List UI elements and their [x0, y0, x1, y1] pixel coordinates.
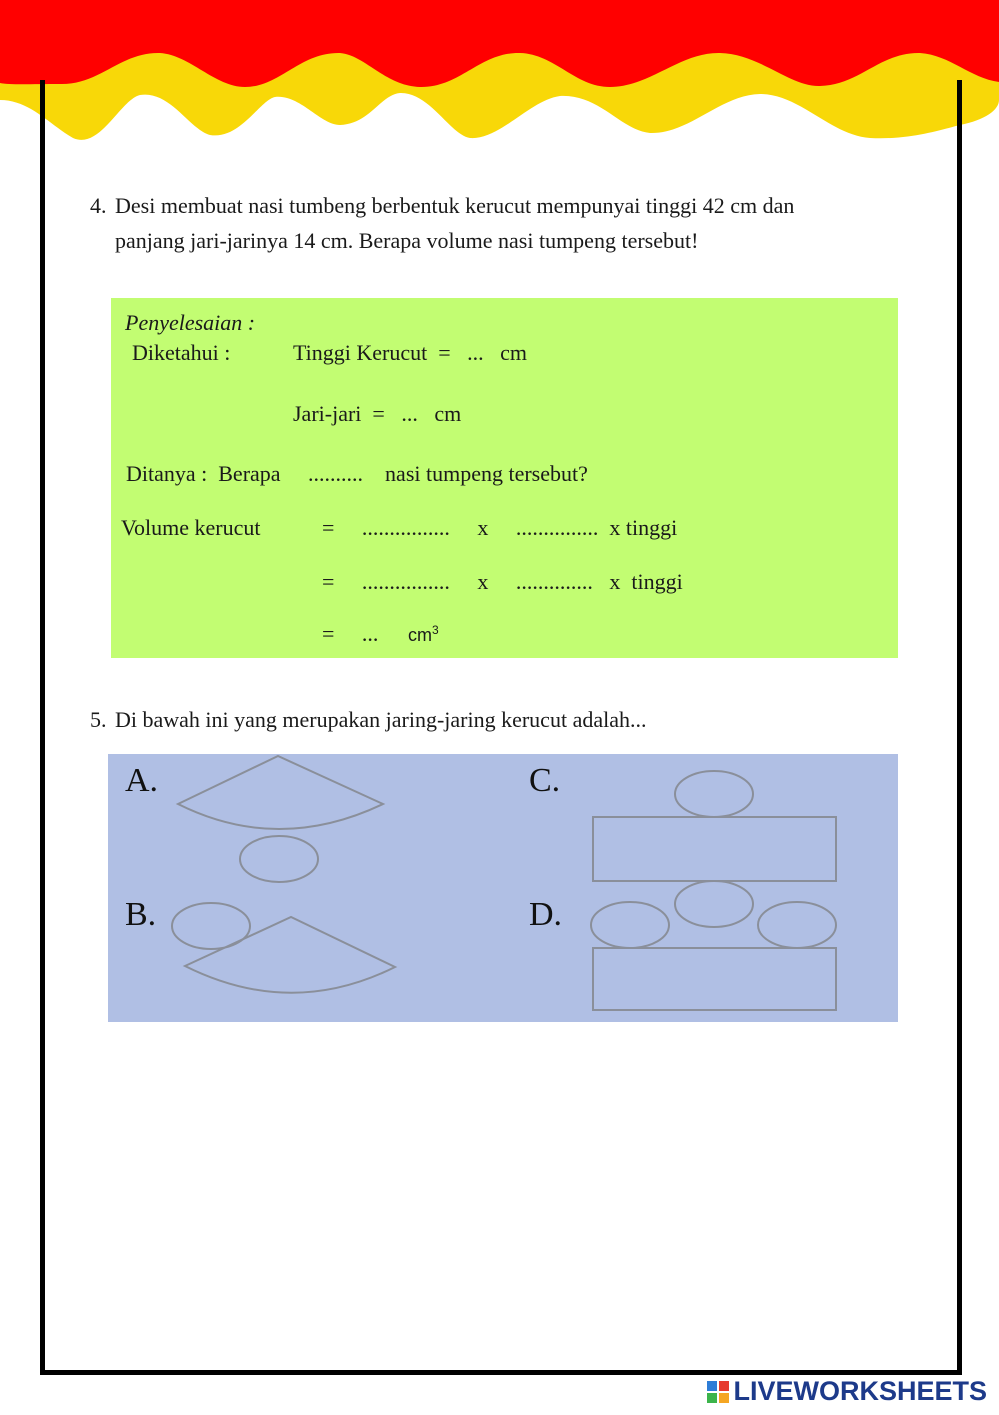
- known-label: Diketahui :: [132, 340, 231, 365]
- option-a-net: [178, 756, 383, 882]
- question-number: 5.: [90, 707, 107, 732]
- option-b-net: [172, 903, 395, 993]
- result-unit: $cm^3$: [408, 623, 439, 645]
- question-text: Desi membuat nasi tumbeng berbentuk kerucut mempunyai tinggi 42 cm dan panjang jari-jarinya 14 cm. Berapa volume nasi tumpeng tersebut!: [115, 193, 795, 253]
- formula-row-1[interactable]: = ................ x ............... x tinggi: [322, 515, 678, 540]
- question-5: [90, 702, 850, 737]
- solution-box: [111, 298, 898, 658]
- formula-row-2[interactable]: = ................ x .............. x tinggi: [322, 569, 683, 594]
- solution-heading: Penyelesaian :: [125, 310, 256, 335]
- height-line[interactable]: Tinggi Kerucut = ... cm: [293, 340, 528, 365]
- liveworksheets-logo: LIVEWORKSHEETS: [707, 1376, 987, 1407]
- option-c-net: [593, 771, 836, 881]
- question-4: [90, 188, 850, 258]
- option-c[interactable]: C.: [529, 762, 561, 799]
- option-a[interactable]: A.: [125, 762, 159, 799]
- question-number: 4.: [90, 193, 107, 218]
- radius-line[interactable]: Jari-jari = ... cm: [293, 401, 462, 426]
- result-equals[interactable]: = ...: [322, 621, 379, 646]
- question-text: Di bawah ini yang merupakan jaring-jaring kerucut adalah...: [115, 707, 647, 732]
- option-d[interactable]: D.: [529, 896, 563, 933]
- asked-line[interactable]: Ditanya : Berapa .......... nasi tumpeng tersebut?: [126, 461, 588, 486]
- answer-options-image: [108, 754, 898, 1022]
- volume-label: Volume kerucut: [121, 515, 261, 540]
- logo-icon: [707, 1381, 729, 1403]
- option-d-net: [591, 881, 836, 1010]
- option-b[interactable]: B.: [125, 896, 157, 933]
